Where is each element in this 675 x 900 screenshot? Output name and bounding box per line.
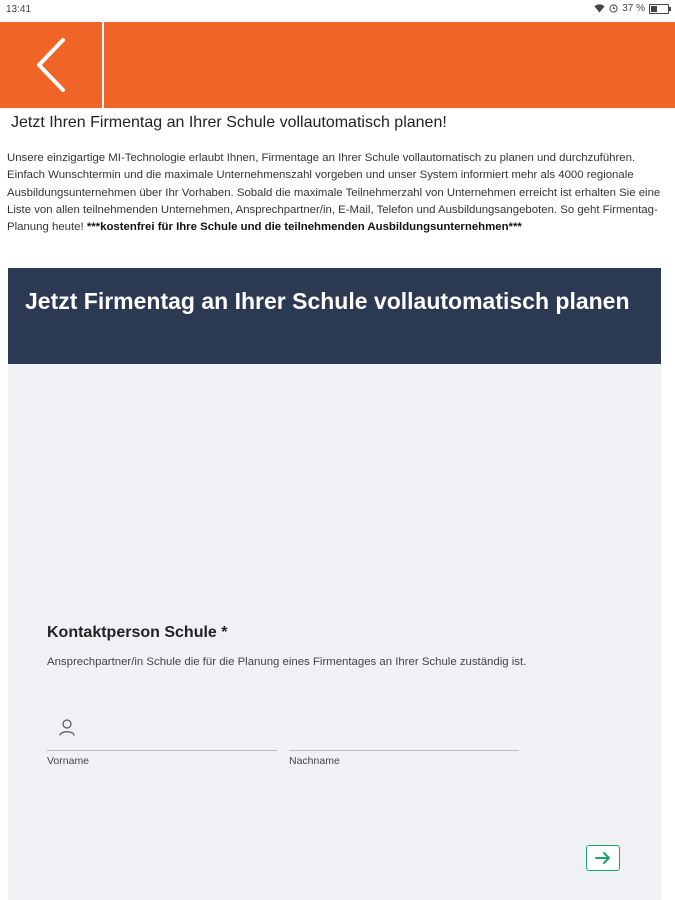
chevron-left-icon [33, 37, 69, 93]
app-header [0, 22, 675, 108]
form-banner [8, 268, 661, 364]
intro-bold-note: ***kostenfrei für Ihre Schule und die teilnehmenden Ausbildungsunternehmen*** [86, 221, 522, 234]
user-icon [59, 719, 75, 736]
first-name-label: Vorname [47, 755, 90, 767]
wifi-icon [594, 4, 605, 13]
form-title: Jetzt Firmentag an Ihrer Schule vollautomatisch planen [25, 288, 630, 314]
next-button[interactable] [586, 845, 620, 871]
page-title: Jetzt Ihren Firmentag an Ihrer Schule vollautomatisch planen! [11, 114, 447, 131]
status-indicators [594, 3, 669, 14]
last-name-label: Nachname [289, 755, 340, 767]
battery-icon [649, 4, 669, 14]
last-name-field[interactable] [289, 708, 519, 751]
intro-body: Unsere einzigartige MI-Technologie erlaubt Ihnen, Firmentage an Ihrer Schule vollautomatisch zu planen und durchzuführen. Einfach Wunschtermin und die maximale Unternehmenszahl vorgeben und unser System informiert mehr als 4000 regionale Ausbildungsunternehmen über Ihr Vorhaben. Sobald die maximale Teilnehmerzahl von Unternehmen erreicht ist erhalten Sie eine Liste von allen teilnehmenden Unternehmen, Ansprechpartner/in, E-Mail, Telefon und Ausbildungsangeboten. So geht Firmentag-Planung heute! [7, 152, 661, 234]
form-card [8, 268, 661, 900]
battery-percent: 37 % [622, 3, 645, 14]
header-divider [102, 22, 104, 108]
contact-person-description: Ansprechpartner/in Schule die für die Planung eines Firmentages an Ihrer Schule zuständig ist. [47, 656, 527, 668]
contact-person-label: Kontaktperson Schule * [47, 624, 228, 641]
intro-text [7, 150, 662, 236]
status-time: 13:41 [6, 4, 32, 15]
alarm-icon [609, 4, 618, 13]
first-name-field[interactable] [47, 708, 277, 751]
back-button[interactable] [0, 22, 102, 108]
battery-fill [651, 6, 657, 12]
status-bar [0, 0, 675, 20]
arrow-right-icon [594, 851, 612, 865]
